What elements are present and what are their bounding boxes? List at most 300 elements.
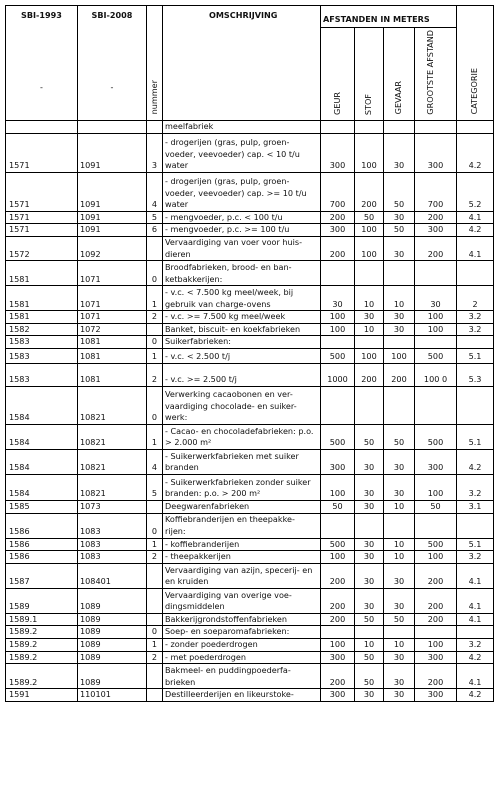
cell-nummer bbox=[147, 563, 163, 588]
cell-nummer bbox=[147, 121, 163, 134]
cell-grootste: 300 bbox=[415, 651, 457, 664]
cell-nummer: 0 bbox=[147, 336, 163, 349]
cell-geur: 30 bbox=[321, 286, 355, 311]
cell-omschrijving: - v.c. < 2.500 t/j bbox=[163, 349, 321, 364]
cell-omschrijving: Deegwarenfabrieken bbox=[163, 501, 321, 514]
header-row-top bbox=[6, 6, 494, 28]
cell-omschrijving: - theepakkerijen bbox=[163, 551, 321, 564]
cell-stof: 30 bbox=[355, 501, 384, 514]
table-row bbox=[6, 664, 494, 689]
cell-grootste bbox=[415, 336, 457, 349]
header-sbi2008 bbox=[78, 6, 147, 121]
cell-omschrijving: Suikerfabrieken: bbox=[163, 336, 321, 349]
cell-sbi1993: 1583 bbox=[6, 349, 78, 364]
cell-grootste: 300 bbox=[415, 450, 457, 475]
cell-sbi2008: 1089 bbox=[78, 651, 147, 664]
table-row bbox=[6, 626, 494, 639]
cell-geur: 200 bbox=[321, 237, 355, 261]
cell-sbi2008: 10821 bbox=[78, 425, 147, 450]
cell-gevaar: 30 bbox=[384, 450, 415, 475]
cell-categorie: 5.1 bbox=[457, 538, 494, 551]
cell-geur: 300 bbox=[321, 450, 355, 475]
cell-grootste: 500 bbox=[415, 349, 457, 364]
cell-nummer: 2 bbox=[147, 551, 163, 564]
cell-nummer: 2 bbox=[147, 364, 163, 387]
cell-sbi1993: 1582 bbox=[6, 323, 78, 336]
cell-gevaar: 10 bbox=[384, 551, 415, 564]
cell-sbi1993: 1586 bbox=[6, 551, 78, 564]
cell-geur: 100 bbox=[321, 311, 355, 324]
cell-sbi1993: 1584 bbox=[6, 475, 78, 501]
cell-nummer bbox=[147, 323, 163, 336]
cell-stof: 200 bbox=[355, 172, 384, 211]
cell-omschrijving: Broodfabrieken, brood- en ban- ketbakkerijen: bbox=[163, 261, 321, 286]
cell-omschrijving: - koffiebranderijen bbox=[163, 538, 321, 551]
cell-categorie bbox=[457, 513, 494, 538]
cell-gevaar: 50 bbox=[384, 172, 415, 211]
cell-nummer: 4 bbox=[147, 450, 163, 475]
cell-sbi1993: 1591 bbox=[6, 689, 78, 702]
cell-gevaar: 30 bbox=[384, 323, 415, 336]
cell-stof: 10 bbox=[355, 286, 384, 311]
cell-omschrijving: - v.c. >= 2.500 t/j bbox=[163, 364, 321, 387]
cell-nummer: 4 bbox=[147, 172, 163, 211]
header-sbi1993-dash: - bbox=[40, 81, 43, 92]
table-row bbox=[6, 121, 494, 134]
cell-omschrijving: - drogerijen (gras, pulp, groen- voeder, veevoeder) cap. >= 10 t/u water bbox=[163, 172, 321, 211]
table-row bbox=[6, 425, 494, 450]
cell-sbi1993: 1571 bbox=[6, 172, 78, 211]
cell-sbi2008: 1091 bbox=[78, 224, 147, 237]
cell-geur: 100 bbox=[321, 551, 355, 564]
cell-sbi2008: 1071 bbox=[78, 286, 147, 311]
table-row bbox=[6, 211, 494, 224]
cell-gevaar: 10 bbox=[384, 639, 415, 652]
table-row bbox=[6, 538, 494, 551]
cell-sbi1993: 1587 bbox=[6, 563, 78, 588]
cell-geur: 300 bbox=[321, 133, 355, 172]
cell-omschrijving: - v.c. >= 7.500 kg meel/week bbox=[163, 311, 321, 324]
cell-geur: 200 bbox=[321, 563, 355, 588]
cell-sbi1993: 1571 bbox=[6, 133, 78, 172]
cell-sbi2008: 1089 bbox=[78, 639, 147, 652]
cell-sbi1993: 1584 bbox=[6, 450, 78, 475]
cell-categorie: 3.2 bbox=[457, 323, 494, 336]
cell-geur: 300 bbox=[321, 689, 355, 702]
cell-sbi1993: 1589.2 bbox=[6, 626, 78, 639]
cell-gevaar: 30 bbox=[384, 664, 415, 689]
cell-geur bbox=[321, 261, 355, 286]
cell-grootste: 200 bbox=[415, 664, 457, 689]
cell-grootste bbox=[415, 261, 457, 286]
cell-sbi1993 bbox=[6, 121, 78, 134]
cell-gevaar: 50 bbox=[384, 224, 415, 237]
cell-sbi1993: 1586 bbox=[6, 538, 78, 551]
cell-gevaar: 30 bbox=[384, 133, 415, 172]
table-row bbox=[6, 172, 494, 211]
cell-gevaar bbox=[384, 261, 415, 286]
cell-categorie: 3.2 bbox=[457, 639, 494, 652]
cell-gevaar bbox=[384, 626, 415, 639]
cell-grootste: 100 bbox=[415, 311, 457, 324]
cell-stof: 30 bbox=[355, 551, 384, 564]
cell-nummer: 5 bbox=[147, 475, 163, 501]
cell-gevaar: 30 bbox=[384, 563, 415, 588]
table-row bbox=[6, 237, 494, 261]
header-omschrijving bbox=[163, 6, 321, 121]
cell-gevaar bbox=[384, 336, 415, 349]
cell-grootste: 300 bbox=[415, 224, 457, 237]
table-row bbox=[6, 286, 494, 311]
cell-grootste: 100 bbox=[415, 639, 457, 652]
cell-grootste: 200 bbox=[415, 588, 457, 613]
cell-nummer: 2 bbox=[147, 651, 163, 664]
table-row bbox=[6, 551, 494, 564]
cell-stof: 30 bbox=[355, 311, 384, 324]
header-geur-label: GEUR bbox=[331, 91, 342, 115]
cell-geur bbox=[321, 387, 355, 425]
cell-sbi2008: 1091 bbox=[78, 133, 147, 172]
cell-nummer bbox=[147, 237, 163, 261]
cell-stof: 10 bbox=[355, 323, 384, 336]
table-row bbox=[6, 364, 494, 387]
cell-categorie: 4.1 bbox=[457, 237, 494, 261]
cell-grootste: 500 bbox=[415, 538, 457, 551]
cell-omschrijving: - Cacao- en chocoladefabrieken: p.o. > 2.000 m² bbox=[163, 425, 321, 450]
cell-stof: 50 bbox=[355, 664, 384, 689]
cell-sbi2008: 1091 bbox=[78, 172, 147, 211]
cell-omschrijving: Banket, biscuit- en koekfabrieken bbox=[163, 323, 321, 336]
header-sbi2008-label: SBI-2008 bbox=[91, 10, 133, 20]
header-stof bbox=[355, 28, 384, 121]
cell-grootste: 50 bbox=[415, 501, 457, 514]
cell-stof bbox=[355, 121, 384, 134]
table-row bbox=[6, 501, 494, 514]
cell-stof bbox=[355, 387, 384, 425]
cell-gevaar bbox=[384, 513, 415, 538]
cell-omschrijving: Vervaardiging van voer voor huis- dieren bbox=[163, 237, 321, 261]
table-row bbox=[6, 689, 494, 702]
cell-geur: 200 bbox=[321, 613, 355, 626]
cell-gevaar: 30 bbox=[384, 211, 415, 224]
cell-nummer bbox=[147, 501, 163, 514]
cell-gevaar: 30 bbox=[384, 651, 415, 664]
cell-gevaar: 200 bbox=[384, 364, 415, 387]
cell-grootste: 100 bbox=[415, 551, 457, 564]
cell-sbi2008: 1081 bbox=[78, 364, 147, 387]
cell-omschrijving: Vervaardiging van overige voe- dingsmiddelen bbox=[163, 588, 321, 613]
cell-categorie: 5.1 bbox=[457, 349, 494, 364]
cell-grootste: 30 bbox=[415, 286, 457, 311]
cell-geur: 300 bbox=[321, 224, 355, 237]
cell-nummer: 0 bbox=[147, 261, 163, 286]
cell-grootste: 100 0 bbox=[415, 364, 457, 387]
cell-grootste: 700 bbox=[415, 172, 457, 211]
cell-categorie: 4.1 bbox=[457, 211, 494, 224]
cell-stof bbox=[355, 626, 384, 639]
cell-omschrijving: Vervaardiging van azijn, specerij- en en kruiden bbox=[163, 563, 321, 588]
cell-nummer: 6 bbox=[147, 224, 163, 237]
cell-gevaar: 30 bbox=[384, 588, 415, 613]
cell-geur bbox=[321, 513, 355, 538]
cell-sbi2008: 1071 bbox=[78, 261, 147, 286]
cell-nummer bbox=[147, 613, 163, 626]
cell-grootste bbox=[415, 513, 457, 538]
cell-nummer: 0 bbox=[147, 626, 163, 639]
table-row bbox=[6, 224, 494, 237]
cell-categorie: 4.1 bbox=[457, 588, 494, 613]
cell-sbi1993: 1583 bbox=[6, 364, 78, 387]
cell-sbi1993: 1586 bbox=[6, 513, 78, 538]
cell-sbi2008 bbox=[78, 121, 147, 134]
table-row bbox=[6, 133, 494, 172]
cell-stof: 100 bbox=[355, 133, 384, 172]
cell-geur bbox=[321, 121, 355, 134]
cell-sbi1993: 1585 bbox=[6, 501, 78, 514]
cell-grootste: 100 bbox=[415, 323, 457, 336]
cell-geur: 500 bbox=[321, 538, 355, 551]
table-row bbox=[6, 475, 494, 501]
cell-categorie: 5.3 bbox=[457, 364, 494, 387]
cell-sbi2008: 10821 bbox=[78, 387, 147, 425]
cell-omschrijving: - mengvoeder, p.c. < 100 t/u bbox=[163, 211, 321, 224]
table-row bbox=[6, 349, 494, 364]
cell-gevaar: 50 bbox=[384, 425, 415, 450]
cell-categorie: 3.2 bbox=[457, 311, 494, 324]
cell-nummer: 2 bbox=[147, 311, 163, 324]
table-row bbox=[6, 513, 494, 538]
cell-geur: 500 bbox=[321, 349, 355, 364]
cell-categorie bbox=[457, 626, 494, 639]
cell-sbi2008: 10821 bbox=[78, 450, 147, 475]
cell-stof: 30 bbox=[355, 538, 384, 551]
header-sbi1993 bbox=[6, 6, 78, 121]
cell-geur: 200 bbox=[321, 211, 355, 224]
cell-omschrijving: - zonder poederdrogen bbox=[163, 639, 321, 652]
cell-sbi1993: 1589.2 bbox=[6, 664, 78, 689]
cell-stof: 30 bbox=[355, 563, 384, 588]
table-row bbox=[6, 387, 494, 425]
cell-geur: 300 bbox=[321, 651, 355, 664]
cell-geur: 50 bbox=[321, 501, 355, 514]
cell-stof: 200 bbox=[355, 364, 384, 387]
table-row bbox=[6, 651, 494, 664]
header-stof-label: STOF bbox=[363, 93, 374, 115]
cell-sbi2008: 1073 bbox=[78, 501, 147, 514]
cell-omschrijving: meelfabriek bbox=[163, 121, 321, 134]
table-row bbox=[6, 323, 494, 336]
cell-sbi1993: 1571 bbox=[6, 224, 78, 237]
cell-sbi2008: 1083 bbox=[78, 538, 147, 551]
cell-categorie: 5.2 bbox=[457, 172, 494, 211]
cell-gevaar bbox=[384, 121, 415, 134]
cell-sbi1993: 1584 bbox=[6, 425, 78, 450]
cell-categorie: 5.1 bbox=[457, 425, 494, 450]
cell-categorie bbox=[457, 121, 494, 134]
cell-omschrijving: - met poederdrogen bbox=[163, 651, 321, 664]
cell-gevaar bbox=[384, 387, 415, 425]
cell-categorie: 3.2 bbox=[457, 551, 494, 564]
header-nummer-label: nummer bbox=[148, 80, 159, 115]
cell-sbi2008: 108401 bbox=[78, 563, 147, 588]
cell-gevaar: 30 bbox=[384, 689, 415, 702]
cell-sbi1993: 1581 bbox=[6, 286, 78, 311]
cell-gevaar: 30 bbox=[384, 475, 415, 501]
cell-grootste: 200 bbox=[415, 613, 457, 626]
cell-sbi1993: 1589.1 bbox=[6, 613, 78, 626]
cell-sbi1993: 1589 bbox=[6, 588, 78, 613]
cell-omschrijving: - mengvoeder, p.c. >= 100 t/u bbox=[163, 224, 321, 237]
cell-omschrijving: Bakkerijgrondstoffenfabrieken bbox=[163, 613, 321, 626]
cell-grootste: 300 bbox=[415, 689, 457, 702]
header-nummer bbox=[147, 6, 163, 121]
cell-categorie: 4.1 bbox=[457, 613, 494, 626]
cell-stof: 30 bbox=[355, 689, 384, 702]
cell-geur: 200 bbox=[321, 664, 355, 689]
cell-geur: 100 bbox=[321, 323, 355, 336]
cell-stof bbox=[355, 336, 384, 349]
cell-stof: 50 bbox=[355, 211, 384, 224]
cell-stof: 10 bbox=[355, 639, 384, 652]
cell-sbi1993: 1571 bbox=[6, 211, 78, 224]
cell-sbi1993: 1589.2 bbox=[6, 639, 78, 652]
cell-nummer: 1 bbox=[147, 538, 163, 551]
cell-nummer: 5 bbox=[147, 211, 163, 224]
cell-omschrijving: - Suikerwerkfabrieken met suiker branden bbox=[163, 450, 321, 475]
cell-stof: 100 bbox=[355, 237, 384, 261]
header-geur bbox=[321, 28, 355, 121]
cell-categorie bbox=[457, 261, 494, 286]
cell-nummer bbox=[147, 664, 163, 689]
cell-categorie bbox=[457, 387, 494, 425]
cell-sbi2008: 1089 bbox=[78, 613, 147, 626]
distance-table bbox=[5, 5, 494, 702]
cell-geur: 1000 bbox=[321, 364, 355, 387]
cell-categorie: 2 bbox=[457, 286, 494, 311]
cell-grootste: 200 bbox=[415, 237, 457, 261]
cell-nummer: 0 bbox=[147, 387, 163, 425]
cell-categorie bbox=[457, 336, 494, 349]
header-omschrijving-label: OMSCHRIJVING bbox=[209, 10, 278, 20]
cell-grootste bbox=[415, 626, 457, 639]
header-categorie-label: CATEGORIE bbox=[469, 68, 480, 115]
cell-stof: 30 bbox=[355, 475, 384, 501]
cell-geur bbox=[321, 336, 355, 349]
header-sbi2008-dash: - bbox=[110, 81, 114, 92]
cell-sbi2008: 1081 bbox=[78, 336, 147, 349]
table-row bbox=[6, 588, 494, 613]
cell-omschrijving: - v.c. < 7.500 kg meel/week, bij gebruik van charge-ovens bbox=[163, 286, 321, 311]
cell-grootste: 500 bbox=[415, 425, 457, 450]
cell-stof: 50 bbox=[355, 425, 384, 450]
cell-sbi2008: 1089 bbox=[78, 588, 147, 613]
header-grootste-label: GROOTSTE AFSTAND bbox=[424, 30, 435, 115]
cell-categorie: 3.1 bbox=[457, 501, 494, 514]
cell-sbi2008: 1071 bbox=[78, 311, 147, 324]
cell-sbi2008: 110101 bbox=[78, 689, 147, 702]
cell-nummer: 1 bbox=[147, 349, 163, 364]
cell-stof: 50 bbox=[355, 651, 384, 664]
cell-geur: 100 bbox=[321, 639, 355, 652]
cell-stof: 50 bbox=[355, 613, 384, 626]
cell-grootste bbox=[415, 121, 457, 134]
cell-gevaar: 50 bbox=[384, 613, 415, 626]
cell-omschrijving: Destilleerderijen en likeurstoke- bbox=[163, 689, 321, 702]
cell-categorie: 4.2 bbox=[457, 133, 494, 172]
cell-geur: 200 bbox=[321, 588, 355, 613]
cell-sbi2008: 1083 bbox=[78, 513, 147, 538]
cell-nummer: 1 bbox=[147, 286, 163, 311]
cell-geur: 700 bbox=[321, 172, 355, 211]
cell-sbi1993: 1572 bbox=[6, 237, 78, 261]
cell-sbi1993: 1583 bbox=[6, 336, 78, 349]
cell-geur: 500 bbox=[321, 425, 355, 450]
table-row bbox=[6, 261, 494, 286]
cell-nummer bbox=[147, 588, 163, 613]
cell-gevaar: 10 bbox=[384, 286, 415, 311]
cell-categorie: 4.2 bbox=[457, 450, 494, 475]
cell-gevaar: 10 bbox=[384, 501, 415, 514]
table-row bbox=[6, 450, 494, 475]
cell-categorie: 4.1 bbox=[457, 664, 494, 689]
cell-omschrijving: Verwerking cacaobonen en ver- vaardiging chocolade- en suiker- werk: bbox=[163, 387, 321, 425]
header-afstanden bbox=[321, 6, 457, 28]
table-row bbox=[6, 311, 494, 324]
cell-nummer: 1 bbox=[147, 425, 163, 450]
cell-grootste: 100 bbox=[415, 475, 457, 501]
table-row bbox=[6, 613, 494, 626]
cell-gevaar: 10 bbox=[384, 538, 415, 551]
cell-sbi2008: 1081 bbox=[78, 349, 147, 364]
cell-sbi2008: 1089 bbox=[78, 626, 147, 639]
cell-categorie: 4.2 bbox=[457, 651, 494, 664]
cell-stof: 100 bbox=[355, 349, 384, 364]
header-afstanden-label: AFSTANDEN IN METERS bbox=[323, 14, 430, 25]
cell-sbi1993: 1584 bbox=[6, 387, 78, 425]
cell-sbi2008: 1089 bbox=[78, 664, 147, 689]
cell-nummer: 0 bbox=[147, 513, 163, 538]
cell-omschrijving: Koffiebranderijen en theepakke- rijen: bbox=[163, 513, 321, 538]
cell-sbi2008: 10821 bbox=[78, 475, 147, 501]
cell-omschrijving: - drogerijen (gras, pulp, groen- voeder, veevoeder) cap. < 10 t/u water bbox=[163, 133, 321, 172]
cell-geur bbox=[321, 626, 355, 639]
cell-stof bbox=[355, 513, 384, 538]
cell-geur: 100 bbox=[321, 475, 355, 501]
cell-gevaar: 100 bbox=[384, 349, 415, 364]
header-sbi1993-label: SBI-1993 bbox=[21, 10, 62, 20]
cell-nummer bbox=[147, 689, 163, 702]
cell-nummer: 1 bbox=[147, 639, 163, 652]
table-row bbox=[6, 563, 494, 588]
cell-sbi2008: 1091 bbox=[78, 211, 147, 224]
cell-nummer: 3 bbox=[147, 133, 163, 172]
cell-sbi1993: 1581 bbox=[6, 311, 78, 324]
cell-sbi1993: 1589.2 bbox=[6, 651, 78, 664]
cell-omschrijving: Bakmeel- en puddingpoederfa- brieken bbox=[163, 664, 321, 689]
header-gevaar bbox=[384, 28, 415, 121]
cell-sbi2008: 1092 bbox=[78, 237, 147, 261]
header-gevaar-label: GEVAAR bbox=[393, 81, 404, 115]
table-row bbox=[6, 639, 494, 652]
cell-sbi2008: 1083 bbox=[78, 551, 147, 564]
cell-gevaar: 30 bbox=[384, 311, 415, 324]
cell-grootste: 300 bbox=[415, 133, 457, 172]
header-grootste bbox=[415, 28, 457, 121]
cell-categorie: 4.2 bbox=[457, 689, 494, 702]
cell-stof bbox=[355, 261, 384, 286]
cell-gevaar: 30 bbox=[384, 237, 415, 261]
cell-sbi2008: 1072 bbox=[78, 323, 147, 336]
